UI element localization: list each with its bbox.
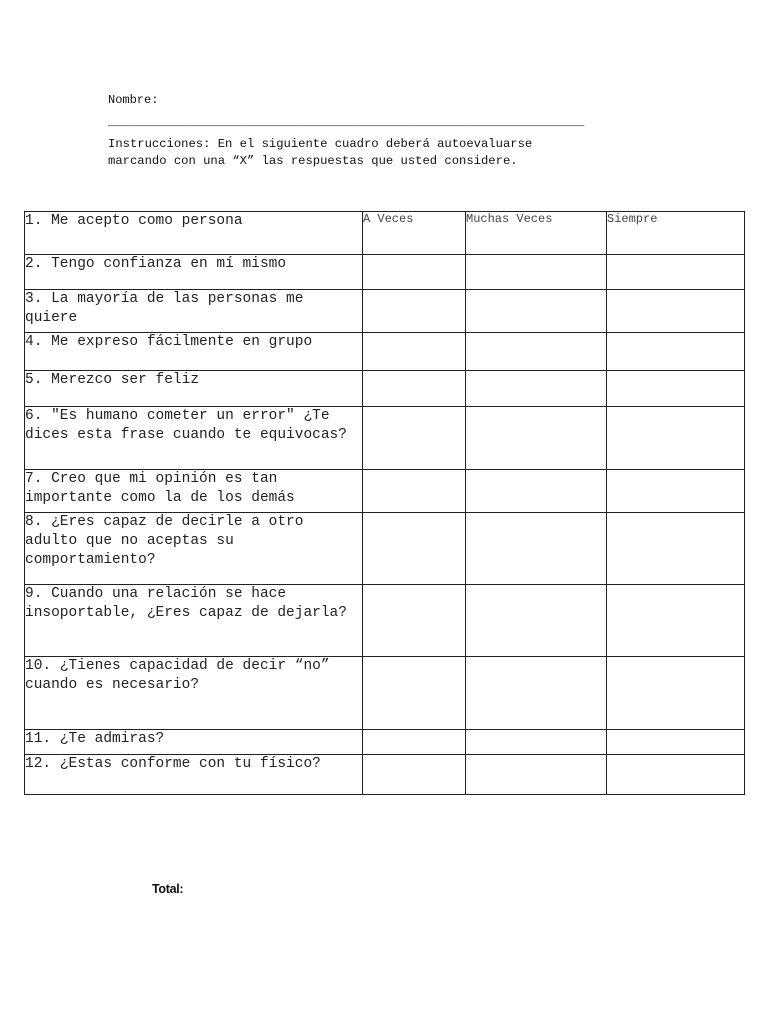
answer-cell-siempre[interactable] (607, 657, 745, 730)
answer-cell-muchas-veces[interactable] (466, 470, 607, 513)
answer-cell-a-veces[interactable] (363, 255, 466, 290)
table-row (25, 470, 745, 513)
instructions-line-1: Instrucciones: En el siguiente cuadro deberá autoevaluarse (108, 137, 533, 151)
question-3: 3. La mayoría de las personas me quiere (25, 290, 363, 333)
answer-cell-a-veces[interactable] (363, 585, 466, 657)
table-row (25, 290, 745, 333)
question-8: 8. ¿Eres capaz de decirle a otro adulto que no aceptas su comportamiento? (25, 513, 363, 585)
question-2: 2. Tengo confianza en mí mismo (25, 255, 363, 290)
answer-cell-muchas-veces[interactable] (466, 255, 607, 290)
answer-cell-siempre[interactable] (607, 407, 745, 470)
table-row (25, 730, 745, 755)
answer-cell-muchas-veces[interactable] (466, 333, 607, 371)
question-4: 4. Me expreso fácilmente en grupo (25, 333, 363, 371)
table-row (25, 333, 745, 371)
table-row (25, 255, 745, 290)
answer-cell-siempre[interactable] (607, 513, 745, 585)
question-5: 5. Merezco ser feliz (25, 371, 363, 407)
table-row (25, 371, 745, 407)
answer-cell-a-veces[interactable] (363, 333, 466, 371)
question-7: 7. Creo que mi opinión es tan importante como la de los demás (25, 470, 363, 513)
table-row (25, 585, 745, 657)
answer-cell-muchas-veces[interactable] (466, 657, 607, 730)
answer-cell-muchas-veces[interactable] (466, 290, 607, 333)
header-siempre: Siempre (607, 212, 745, 255)
instructions-line-2: marcando con una “X” las respuestas que usted considere. (108, 154, 518, 168)
answer-cell-muchas-veces[interactable] (466, 371, 607, 407)
answer-cell-siempre[interactable] (607, 470, 745, 513)
answer-cell-siempre[interactable] (607, 290, 745, 333)
answer-cell-a-veces[interactable] (363, 407, 466, 470)
answer-cell-a-veces[interactable] (363, 371, 466, 407)
self-evaluation-table (24, 211, 745, 795)
answer-cell-a-veces[interactable] (363, 657, 466, 730)
table-row (25, 212, 745, 255)
answer-cell-muchas-veces[interactable] (466, 730, 607, 755)
question-11: 11. ¿Te admiras? (25, 730, 363, 755)
answer-cell-a-veces[interactable] (363, 730, 466, 755)
table-row (25, 407, 745, 470)
answer-cell-siempre[interactable] (607, 730, 745, 755)
answer-cell-siempre[interactable] (607, 371, 745, 407)
answer-cell-muchas-veces[interactable] (466, 585, 607, 657)
answer-cell-muchas-veces[interactable] (466, 513, 607, 585)
answer-cell-siempre[interactable] (607, 255, 745, 290)
question-6: 6. "Es humano cometer un error" ¿Te dices esta frase cuando te equivocas? (25, 407, 363, 470)
header-a-veces: A Veces (363, 212, 466, 255)
answer-cell-muchas-veces[interactable] (466, 755, 607, 795)
table-row (25, 657, 745, 730)
table-row (25, 755, 745, 795)
answer-cell-a-veces[interactable] (363, 470, 466, 513)
answer-cell-siempre[interactable] (607, 755, 745, 795)
question-9: 9. Cuando una relación se hace insoportable, ¿Eres capaz de dejarla? (25, 585, 363, 657)
answer-cell-a-veces[interactable] (363, 290, 466, 333)
answer-cell-a-veces[interactable] (363, 513, 466, 585)
total-label: Total: (152, 882, 184, 896)
nombre-field-line[interactable]: ____________________________________________________________________ (108, 115, 585, 129)
question-10: 10. ¿Tienes capacidad de decir “no” cuando es necesario? (25, 657, 363, 730)
answer-cell-muchas-veces[interactable] (466, 407, 607, 470)
answer-cell-siempre[interactable] (607, 333, 745, 371)
answer-cell-a-veces[interactable] (363, 755, 466, 795)
header-muchas-veces: Muchas Veces (466, 212, 607, 255)
table-row (25, 513, 745, 585)
instructions (108, 136, 668, 170)
question-1: 1. Me acepto como persona (25, 212, 363, 255)
nombre-label: Nombre: (108, 93, 159, 107)
answer-cell-siempre[interactable] (607, 585, 745, 657)
question-12: 12. ¿Estas conforme con tu físico? (25, 755, 363, 795)
